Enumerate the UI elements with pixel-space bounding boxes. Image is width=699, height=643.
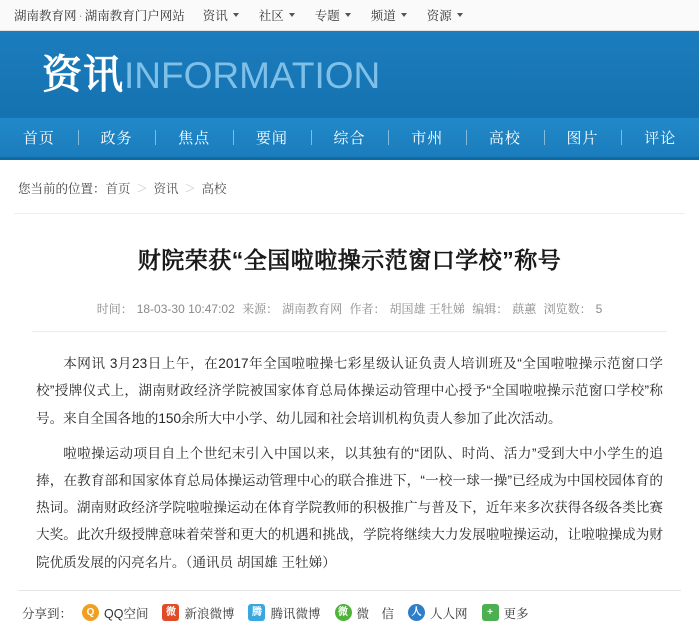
channel-label: 首页 xyxy=(22,130,55,147)
meta-source-value: 湖南教育网 xyxy=(282,302,343,317)
meta-time-value: 18-03-30 10:47:02 xyxy=(136,302,235,317)
channel-item-universities[interactable] xyxy=(466,118,544,157)
channel-item-cities[interactable] xyxy=(388,118,466,157)
share-label-renren: 人人网 xyxy=(430,606,468,621)
breadcrumb-item-home[interactable]: 首页 xyxy=(105,182,131,196)
channel-item-comments[interactable] xyxy=(621,118,699,157)
share-label-qq-zone: QQ空间 xyxy=(104,606,149,621)
top-navigation-bar xyxy=(0,0,699,31)
meta-time-label: 时间： xyxy=(96,302,133,317)
channel-label: 高校 xyxy=(488,130,521,147)
share-button-tencent-weibo[interactable] xyxy=(248,604,320,622)
meta-editor-label: 编辑： xyxy=(472,302,509,317)
banner-logo-en: INFORMATION xyxy=(124,54,381,96)
site-link-separator: · xyxy=(78,9,83,23)
channel-label: 综合 xyxy=(333,130,366,147)
share-bar xyxy=(18,590,681,632)
chevron-down-icon xyxy=(345,13,351,17)
sina-weibo-icon: 微 xyxy=(162,604,179,621)
article-meta xyxy=(32,276,667,332)
top-menu-item-shequ[interactable] xyxy=(259,6,295,24)
top-menu-item-zhuanti[interactable] xyxy=(315,6,351,24)
top-menu-label: 资源 xyxy=(426,9,452,23)
top-menu-label: 频道 xyxy=(370,9,396,23)
wechat-icon: 微 xyxy=(335,604,352,621)
site-banner xyxy=(0,31,699,118)
article xyxy=(14,214,685,576)
page-title: 财院荣获“全国啦啦操示范窗口学校”称号 xyxy=(137,247,562,273)
share-button-more[interactable] xyxy=(482,604,529,622)
meta-editor-value: 蕻蕙 xyxy=(512,302,537,317)
chevron-down-icon xyxy=(457,13,463,17)
channel-label: 评论 xyxy=(644,130,677,147)
meta-source-label: 来源： xyxy=(242,302,279,317)
channel-label: 要闻 xyxy=(255,130,288,147)
renren-icon: 人 xyxy=(408,604,425,621)
site-link-portal[interactable]: 湖南教育门户网站 xyxy=(84,9,185,23)
top-menu-item-pindao[interactable] xyxy=(371,6,407,24)
breadcrumb-arrow-icon: ＞ xyxy=(184,183,196,195)
share-button-qq-zone[interactable] xyxy=(82,604,148,622)
meta-author-label: 作者： xyxy=(349,302,386,317)
plus-icon: + xyxy=(482,604,499,621)
channel-label: 政务 xyxy=(100,130,133,147)
chevron-down-icon xyxy=(401,13,407,17)
share-label: 分享到： xyxy=(22,606,73,621)
article-body xyxy=(32,332,667,576)
share-button-wechat[interactable] xyxy=(335,604,395,622)
channel-item-headlines[interactable] xyxy=(233,118,311,157)
channel-navigation xyxy=(0,118,699,160)
channel-label: 焦点 xyxy=(178,130,211,147)
breadcrumb-item-universities[interactable]: 高校 xyxy=(201,182,227,196)
channel-label: 市州 xyxy=(411,130,444,147)
share-label-tencent-weibo: 腾讯微博 xyxy=(270,606,321,621)
article-paragraph: 啦啦操运动项目自上个世纪末引入中国以来，以其独有的“团队、时尚、活力”受到大中小学生的追捧，在教育部和国家体育总局体操运动管理中心的联合推进下，“一校一球一操”已经成为中国校园体育的热词。湖南财政经济学院啦啦操运动在体育学院教师的积极推广与普及下，近年来多次获得各级各类比赛大奖。此次升级授牌意味着荣誉和更大的机遇和挑战，学院将继续大力发展啦啦操运动，让啦啦操成为财院优质发展的闪亮名片。（通讯员 胡国雄 王牡娣） xyxy=(36,445,663,570)
article-paragraph: 本网讯 3月23日上午，在2017年全国啦啦操七彩星级认证负责人培训班及“全国啦啦操示范窗口学校”授牌仪式上，湖南财政经济学院被国家体育总局体操运动管理中心授予“全国啦啦操示范窗口学校”称号。来自全国各地的150余所大中小学、幼儿园和社会培训机构负责人参加了此次活动。 xyxy=(36,356,663,426)
page-content xyxy=(0,160,699,576)
top-menu-label: 专题 xyxy=(314,9,340,23)
breadcrumb-arrow-icon: ＞ xyxy=(136,183,148,195)
share-button-sina-weibo[interactable] xyxy=(162,604,234,622)
share-button-renren[interactable] xyxy=(408,604,468,622)
top-menu-item-ziyuan[interactable] xyxy=(427,6,463,24)
breadcrumb xyxy=(14,160,685,214)
breadcrumb-label: 您当前的位置： xyxy=(18,182,106,196)
channel-label: 图片 xyxy=(566,130,599,147)
meta-views-value: 5 xyxy=(595,302,603,317)
banner-logo[interactable] xyxy=(42,52,381,97)
top-menu-item-zixun[interactable] xyxy=(203,6,239,24)
qq-icon: Q xyxy=(82,604,99,621)
channel-item-general[interactable] xyxy=(311,118,389,157)
meta-views-label: 浏览数： xyxy=(543,302,592,317)
tencent-weibo-icon: 腾 xyxy=(248,604,265,621)
top-menu-label: 资讯 xyxy=(202,9,228,23)
meta-author-value: 胡国雄 王牡娣 xyxy=(389,302,465,317)
share-label-wechat: 微 信 xyxy=(356,606,395,621)
channel-item-government[interactable] xyxy=(78,118,156,157)
channel-item-pictures[interactable] xyxy=(544,118,622,157)
chevron-down-icon xyxy=(289,13,295,17)
site-link-hunan-education[interactable]: 湖南教育网 xyxy=(14,9,77,23)
channel-item-home[interactable] xyxy=(0,118,78,157)
share-label-more: 更多 xyxy=(503,606,529,621)
channel-item-focus[interactable] xyxy=(155,118,233,157)
breadcrumb-item-zixun[interactable]: 资讯 xyxy=(153,182,179,196)
site-links xyxy=(14,6,185,24)
share-label-sina-weibo: 新浪微博 xyxy=(184,606,235,621)
top-menu-label: 社区 xyxy=(258,9,284,23)
chevron-down-icon xyxy=(233,13,239,17)
top-menu xyxy=(203,6,483,24)
banner-logo-cn: 资讯 xyxy=(42,52,124,97)
